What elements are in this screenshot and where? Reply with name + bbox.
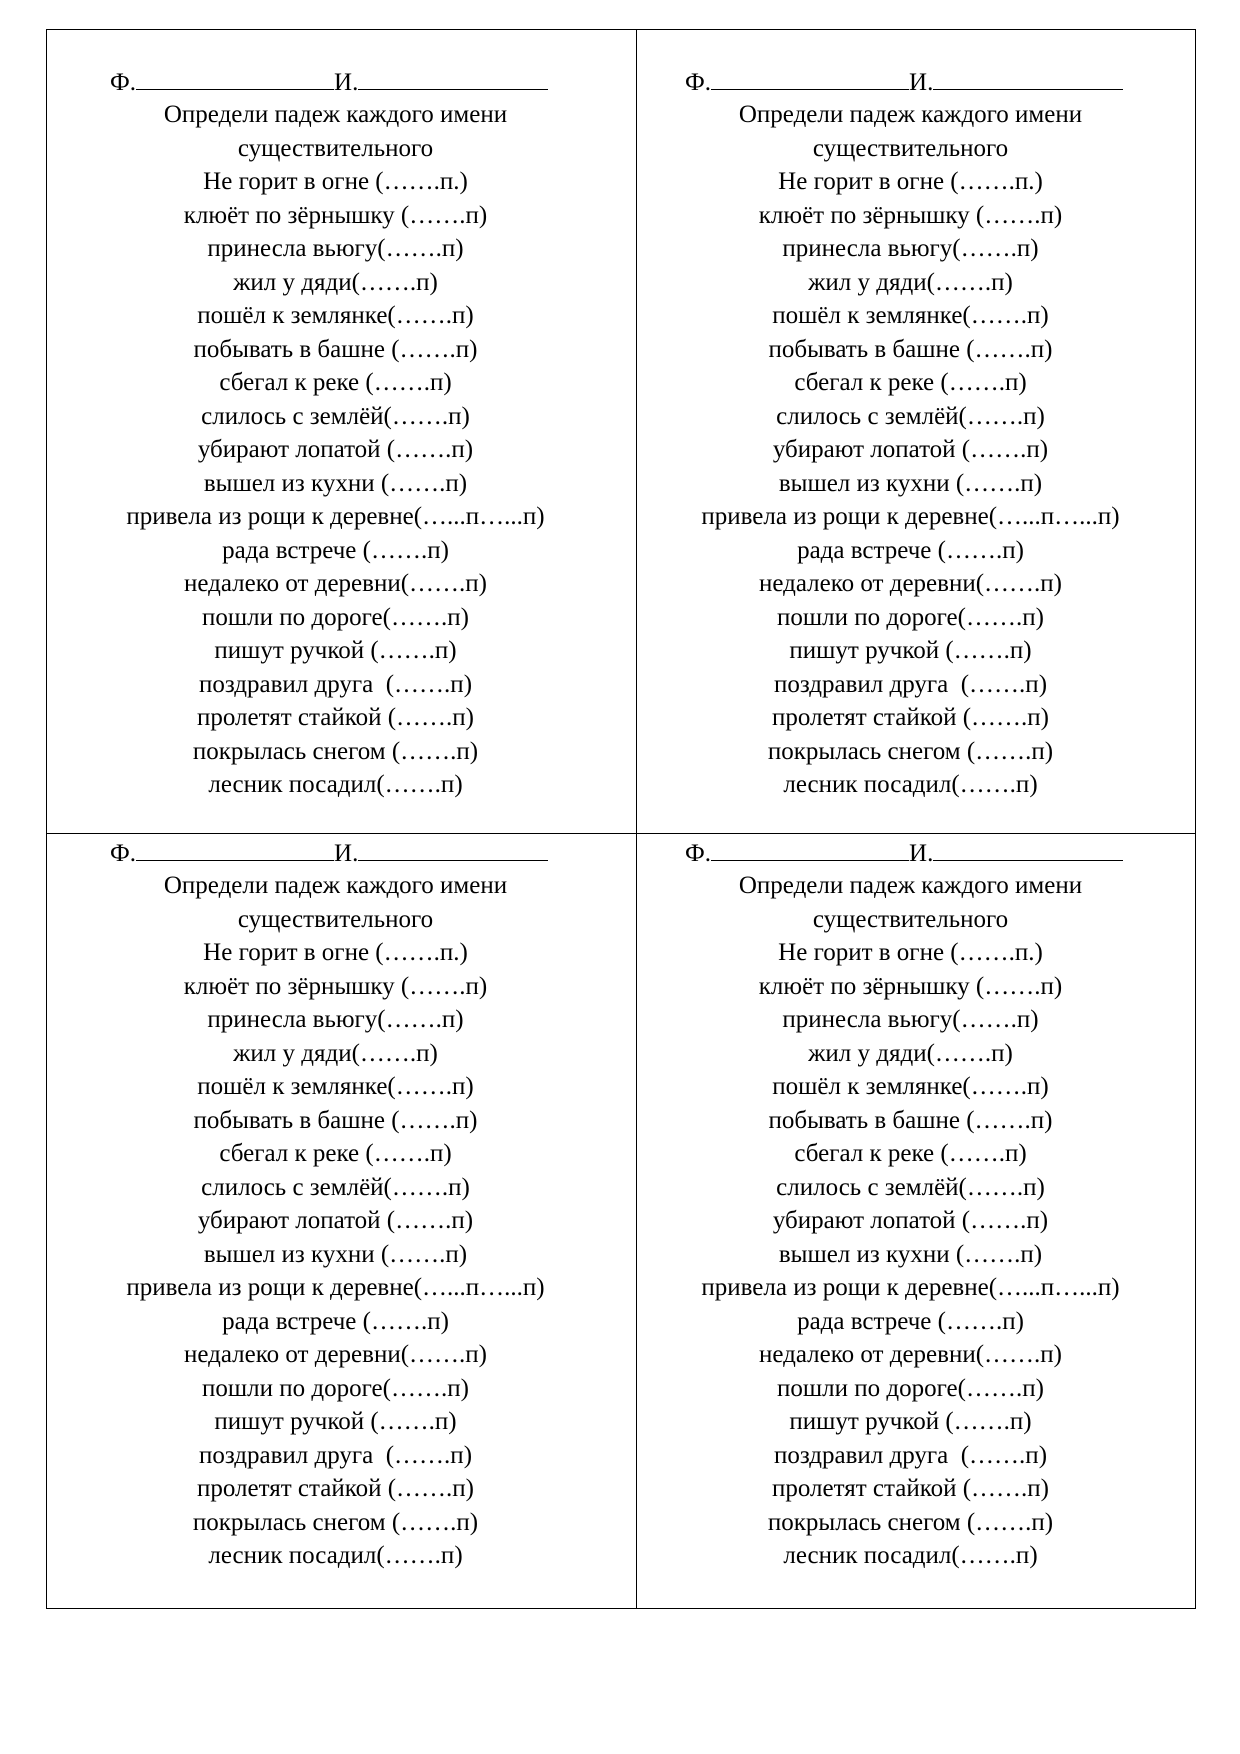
phrase-item: принесла вьюгу(…….п) — [782, 1006, 1039, 1033]
phrase-item: поздравил друга (…….п) — [198, 670, 473, 698]
first-name-blank[interactable] — [358, 836, 548, 861]
phrase-item: пошёл к землянке(…….п) — [197, 1073, 474, 1100]
task-title-line-1: Определи падеж каждого имени — [163, 872, 508, 899]
phrase-item: слилось с землёй(…….п) — [776, 1173, 1045, 1201]
phrase-item: рада встрече (…….п) — [797, 536, 1024, 564]
phrase-item: вышел из кухни (…….п) — [203, 469, 468, 497]
phrase-item: жил у дяди(…….п) — [808, 268, 1013, 296]
phrase-item: жил у дяди(…….п) — [808, 1039, 1013, 1067]
phrase-item: Не горит в огне (…….п.) — [778, 939, 1043, 966]
phrase-item: привела из рощи к деревне(…...п…...п) — [126, 1274, 545, 1301]
phrase-item: недалеко от деревни(…….п) — [759, 1341, 1062, 1368]
name-line — [48, 65, 623, 98]
phrase-item: привела из рощи к деревне(…...п…...п) — [701, 1274, 1120, 1301]
phrase-item: пошёл к землянке(…….п) — [772, 1073, 1049, 1100]
phrase-item: рада встрече (…….п) — [222, 536, 449, 564]
phrase-list — [623, 936, 1198, 1573]
surname-label: Ф. — [110, 69, 137, 96]
worksheet-card-top-left — [48, 65, 623, 802]
phrase-item: покрылась снегом (…….п) — [192, 737, 479, 765]
first-name-label: И. — [334, 69, 359, 96]
phrase-item: пишут ручкой (…….п) — [214, 637, 457, 664]
phrase-item: убирают лопатой (…….п) — [772, 436, 1049, 463]
phrase-item: покрылась снегом (…….п) — [192, 1508, 479, 1536]
phrase-item: жил у дяди(…….п) — [233, 268, 438, 296]
first-name-label: И. — [909, 69, 934, 96]
surname-label: Ф. — [110, 840, 137, 867]
phrase-item: покрылась снегом (…….п) — [767, 737, 1054, 765]
phrase-item: пошёл к землянке(…….п) — [197, 302, 474, 329]
worksheet-card-top-right — [623, 65, 1198, 802]
phrase-item: пишут ручкой (…….п) — [789, 637, 1032, 664]
phrase-item: слилось с землёй(…….п) — [776, 402, 1045, 430]
phrase-item: пошёл к землянке(…….п) — [772, 302, 1049, 329]
phrase-item: клюёт по зёрнышку (…….п) — [758, 201, 1063, 229]
phrase-item: пишут ручкой (…….п) — [214, 1408, 457, 1435]
phrase-item: принесла вьюгу(…….п) — [207, 1006, 464, 1033]
phrase-item: недалеко от деревни(…….п) — [184, 570, 487, 597]
phrase-item: пишут ручкой (…….п) — [789, 1408, 1032, 1435]
phrase-item: рада встрече (…….п) — [222, 1307, 449, 1335]
task-title-line-1: Определи падеж каждого имени — [738, 101, 1083, 128]
phrase-item: недалеко от деревни(…….п) — [184, 1341, 487, 1368]
phrase-item: лесник посадил(…….п) — [208, 771, 463, 798]
phrase-item: пролетят стайкой (…….п) — [772, 704, 1049, 731]
phrase-item: жил у дяди(…….п) — [233, 1039, 438, 1067]
horizontal-divider — [47, 833, 1195, 834]
task-title-line-2: существительного — [237, 905, 434, 933]
phrase-item: рада встрече (…….п) — [797, 1307, 1024, 1335]
phrase-item: недалеко от деревни(…….п) — [759, 570, 1062, 597]
phrase-item: сбегал к реке (…….п) — [219, 369, 452, 396]
surname-blank[interactable] — [136, 65, 334, 90]
phrase-item: вышел из кухни (…….п) — [778, 469, 1043, 497]
phrase-item: покрылась снегом (…….п) — [767, 1508, 1054, 1536]
first-name-blank[interactable] — [933, 836, 1123, 861]
phrase-item: Не горит в огне (…….п.) — [203, 168, 468, 195]
phrase-item: сбегал к реке (…….п) — [794, 1140, 1027, 1167]
name-line — [48, 836, 623, 869]
phrase-item: убирают лопатой (…….п) — [197, 436, 474, 463]
phrase-item: вышел из кухни (…….п) — [203, 1240, 468, 1268]
surname-label: Ф. — [685, 69, 712, 96]
phrase-item: поздравил друга (…….п) — [198, 1441, 473, 1469]
phrase-item: лесник посадил(…….п) — [208, 1542, 463, 1569]
phrase-item: убирают лопатой (…….п) — [197, 1207, 474, 1234]
phrase-item: пошли по дороге(…….п) — [777, 603, 1044, 631]
worksheet-card-bottom-left — [48, 836, 623, 1573]
first-name-blank[interactable] — [358, 65, 548, 90]
phrase-list — [623, 165, 1198, 802]
phrase-item: сбегал к реке (…….п) — [219, 1140, 452, 1167]
phrase-item: пролетят стайкой (…….п) — [197, 1475, 474, 1502]
task-title-line-2: существительного — [237, 134, 434, 162]
surname-blank[interactable] — [136, 836, 334, 861]
phrase-item: принесла вьюгу(…….п) — [207, 235, 464, 262]
name-line — [623, 836, 1198, 869]
phrase-item: клюёт по зёрнышку (…….п) — [758, 972, 1063, 1000]
phrase-item: лесник посадил(…….п) — [783, 771, 1038, 798]
phrase-item: клюёт по зёрнышку (…….п) — [183, 201, 488, 229]
task-title-line-2: существительного — [812, 905, 1009, 933]
surname-blank[interactable] — [711, 836, 909, 861]
worksheet-card-bottom-right — [623, 836, 1198, 1573]
phrase-item: пошли по дороге(…….п) — [777, 1374, 1044, 1402]
first-name-label: И. — [909, 840, 934, 867]
phrase-item: принесла вьюгу(…….п) — [782, 235, 1039, 262]
phrase-item: лесник посадил(…….п) — [783, 1542, 1038, 1569]
task-title-line-2: существительного — [812, 134, 1009, 162]
phrase-item: пошли по дороге(…….п) — [202, 1374, 469, 1402]
phrase-item: поздравил друга (…….п) — [773, 1441, 1048, 1469]
surname-blank[interactable] — [711, 65, 909, 90]
phrase-item: поздравил друга (…….п) — [773, 670, 1048, 698]
phrase-item: сбегал к реке (…….п) — [794, 369, 1027, 396]
surname-label: Ф. — [685, 840, 712, 867]
phrase-item: слилось с землёй(…….п) — [201, 1173, 470, 1201]
phrase-list — [48, 165, 623, 802]
phrase-item: побывать в башне (…….п) — [193, 335, 478, 363]
first-name-blank[interactable] — [933, 65, 1123, 90]
phrase-list — [48, 936, 623, 1573]
first-name-label: И. — [334, 840, 359, 867]
phrase-item: клюёт по зёрнышку (…….п) — [183, 972, 488, 1000]
phrase-item: пошли по дороге(…….п) — [202, 603, 469, 631]
phrase-item: убирают лопатой (…….п) — [772, 1207, 1049, 1234]
task-title-line-1: Определи падеж каждого имени — [163, 101, 508, 128]
phrase-item: пролетят стайкой (…….п) — [772, 1475, 1049, 1502]
phrase-item: привела из рощи к деревне(…...п…...п) — [126, 503, 545, 530]
phrase-item: вышел из кухни (…….п) — [778, 1240, 1043, 1268]
phrase-item: слилось с землёй(…….п) — [201, 402, 470, 430]
phrase-item: привела из рощи к деревне(…...п…...п) — [701, 503, 1120, 530]
phrase-item: Не горит в огне (…….п.) — [203, 939, 468, 966]
phrase-item: побывать в башне (…….п) — [768, 335, 1053, 363]
phrase-item: Не горит в огне (…….п.) — [778, 168, 1043, 195]
task-title-line-1: Определи падеж каждого имени — [738, 872, 1083, 899]
name-line — [623, 65, 1198, 98]
phrase-item: побывать в башне (…….п) — [193, 1106, 478, 1134]
phrase-item: побывать в башне (…….п) — [768, 1106, 1053, 1134]
phrase-item: пролетят стайкой (…….п) — [197, 704, 474, 731]
